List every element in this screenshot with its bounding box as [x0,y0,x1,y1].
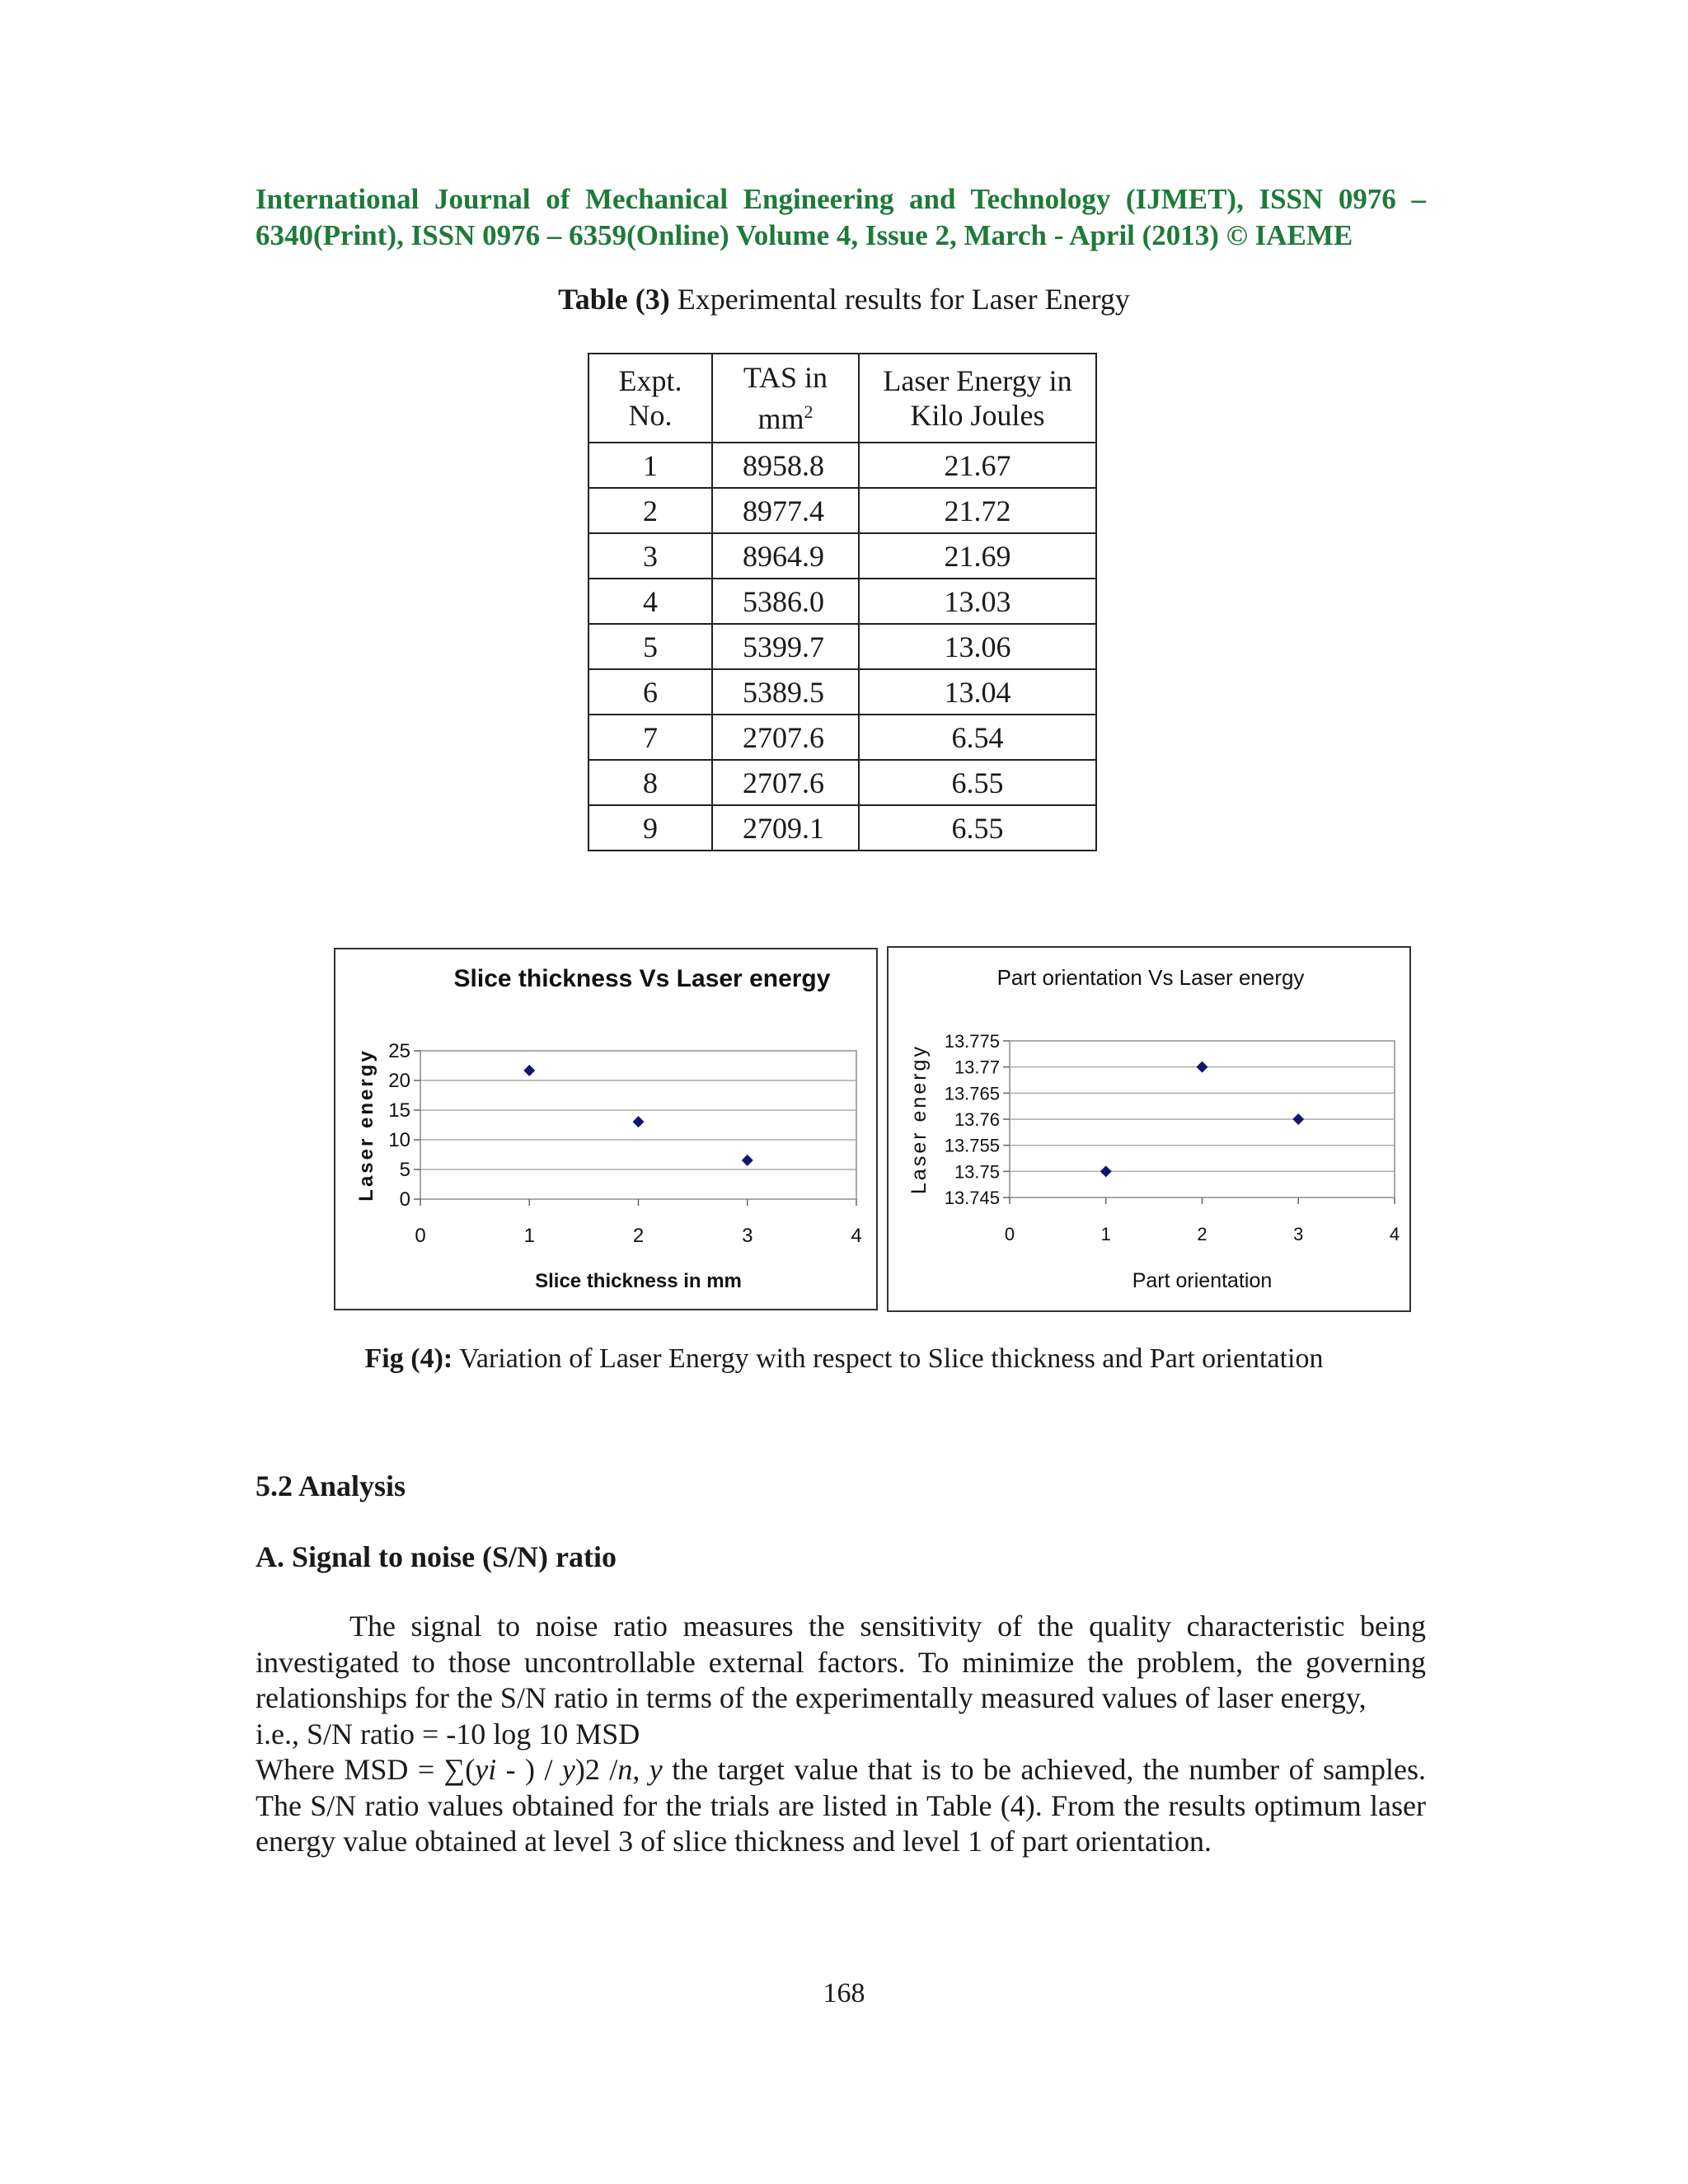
cell-no: 6 [588,669,712,715]
data-point [1197,1062,1208,1073]
x-axis-label: Part orientation [1132,1269,1273,1292]
cell-energy: 21.67 [859,443,1096,488]
y-tick-label: 0 [399,1188,410,1211]
x-tick-label: 1 [523,1225,535,1247]
cell-no: 9 [588,805,712,851]
x-tick-label: 3 [1293,1224,1304,1244]
x-tick-label: 4 [1389,1224,1400,1244]
cell-tas: 8964.9 [712,533,859,579]
results-table [588,353,1097,851]
table-row [588,443,1096,488]
header-tas: TAS in $mm^2$ [712,354,859,443]
cell-tas: 2707.6 [712,715,859,760]
cell-no: 5 [588,624,712,669]
cell-no: 1 [588,443,712,488]
header-laser-energy: Laser Energy in Kilo Joules [859,354,1096,443]
table-row [588,669,1096,715]
y-tick-label: 13.775 [944,1031,1000,1052]
x-tick-label: 2 [1197,1224,1207,1244]
y-tick-label: 25 [388,1040,410,1062]
data-point [1100,1165,1112,1177]
cell-no: 3 [588,533,712,579]
figure-caption [0,1343,1688,1375]
x-tick-label: 0 [1004,1224,1015,1244]
y-tick-label: 20 [388,1070,410,1092]
cell-no: 2 [588,488,712,533]
cell-tas: 2709.1 [712,805,859,851]
data-point [1292,1113,1304,1125]
chart-title: Part orientation Vs Laser energy [996,965,1305,990]
journal-header-line1: International Journal of Mechanical Engineering and Technology (IJMET), ISSN 0976 – [256,183,1426,215]
chart-slice-thickness [334,948,878,1310]
paragraph-3: Where MSD = ∑(yi - ) / y)2 /n, y the target value that is to be achieved, the number of samples. The S/N ratio values obtained for the trials are listed in Table (4). From the results optimum laser energy value obtained at level 3 of slice thickness and level 1 of part orientation. [256,1753,1427,1858]
x-tick-label: 4 [851,1225,862,1247]
y-axis-label: Laser energy [355,1048,377,1202]
y-tick-label: 13.77 [954,1057,1000,1078]
figure-caption-label: Fig (4): [364,1343,453,1374]
journal-header [256,181,1426,254]
table-caption [0,282,1688,316]
cell-energy: 6.55 [859,760,1096,805]
cell-energy: 13.04 [859,669,1096,715]
y-tick-label: 13.755 [944,1135,1000,1156]
journal-header-line2: 6340(Print), ISSN 0976 – 6359(Online) Volume 4, Issue 2, March - April (2013) © IAEME [256,219,1353,251]
paragraph-1: The signal to noise ratio measures the sensitivity of the quality characteristic being investigated to those uncontrollable external factors. To minimize the problem, the governing relationships for the S/N ratio in terms of the experimentally measured values of laser energy, [256,1610,1426,1714]
table-row [588,715,1096,760]
cell-tas: 5386.0 [712,579,859,624]
x-tick-label: 0 [415,1225,426,1247]
cell-no: 4 [588,579,712,624]
y-tick-label: 10 [388,1129,410,1151]
table-row [588,624,1096,669]
x-axis-label: Slice thickness in mm [535,1270,742,1292]
y-tick-label: 13.745 [944,1188,1000,1208]
paragraph-2: i.e., S/N ratio = -10 log 10 MSD [256,1717,640,1750]
chart-slice-thickness-svg [335,949,876,1309]
chart-part-orientation [887,946,1411,1312]
data-point [742,1155,753,1166]
cell-tas: 5389.5 [712,669,859,715]
y-tick-label: 13.75 [954,1161,1000,1183]
cell-no: 7 [588,715,712,760]
data-point [633,1116,645,1127]
chart-title: Slice thickness Vs Laser energy [453,965,831,992]
table-row [588,760,1096,805]
y-tick-label: 15 [388,1099,410,1122]
cell-tas: 8958.8 [712,443,859,488]
cell-tas: 8977.4 [712,488,859,533]
cell-no: 8 [588,760,712,805]
section-title: 5.2 Analysis [256,1469,406,1502]
chart-part-orientation-svg [889,948,1409,1310]
page-number: 168 [823,1978,865,2008]
cell-energy: 6.54 [859,715,1096,760]
cell-tas: 2707.6 [712,760,859,805]
y-tick-label: 13.765 [944,1083,1000,1104]
y-tick-label: 13.76 [954,1109,1000,1130]
table-row [588,533,1096,579]
cell-energy: 21.69 [859,533,1096,579]
header-expt-no: Expt. No. [588,354,712,443]
table-row [588,579,1096,624]
table-row [588,805,1096,851]
cell-energy: 21.72 [859,488,1096,533]
subsection-title: A. Signal to noise (S/N) ratio [256,1540,617,1573]
cell-energy: 13.03 [859,579,1096,624]
y-tick-label: 5 [399,1159,410,1181]
table-row [588,488,1096,533]
table-caption-text: Experimental results for Laser Energy [669,283,1130,316]
figure-caption-text: Variation of Laser Energy with respect to Slice thickness and Part orientation [452,1343,1324,1374]
x-tick-label: 3 [742,1225,753,1247]
x-tick-label: 1 [1100,1224,1111,1244]
y-axis-label: Laser energy [907,1044,931,1194]
table-header-row [588,354,1096,443]
cell-tas: 5399.7 [712,624,859,669]
table-caption-label: Table (3) [558,283,670,316]
data-point [523,1065,535,1076]
body-text [256,1609,1426,1860]
cell-energy: 6.55 [859,805,1096,851]
cell-energy: 13.06 [859,624,1096,669]
x-tick-label: 2 [632,1225,645,1247]
